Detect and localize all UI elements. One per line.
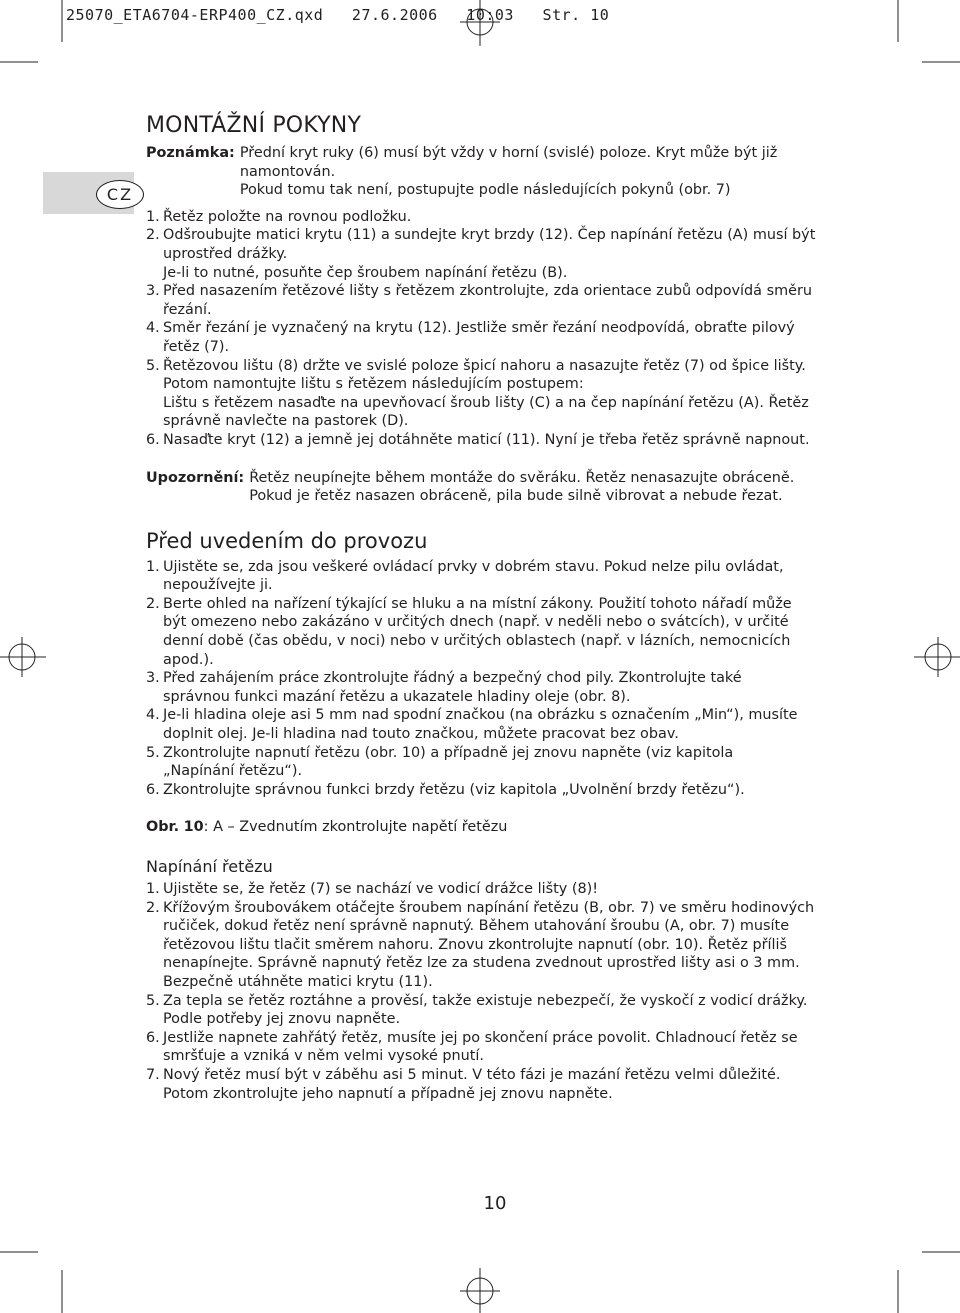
step-line: správně navlečte na pastorek (D). xyxy=(163,413,409,430)
step-line: Řetězovou lištu (8) držte ve svislé poloze špicí nahoru a nasazujte řetěz (7) od špice lišty. xyxy=(163,357,806,374)
step-line: nenapínejte. Správně napnutý řetěz lze za studena zvednout uprostřed lišty asi o 3 mm. xyxy=(163,955,800,972)
warning-line: Pokud je řetěz nasazen obráceně, pila bude silně vibrovat a nebude řezat. xyxy=(249,488,783,505)
step-line: Potom zkontrolujte jeho napnutí a případně jej znovu napněte. xyxy=(163,1085,613,1102)
step-line: řetěz (7). xyxy=(163,338,230,355)
list-item xyxy=(146,208,846,227)
step-line: Bezpečně utáhněte matici krytu (11). xyxy=(163,973,433,990)
step-line: správnou funkci mazání řetězu a ukazatele hladiny oleje (obr. 8). xyxy=(163,688,631,705)
step-line: být omezeno nebo zakázáno v určitých dnech (např. v neděli nebo o svátcích), v určité xyxy=(163,614,789,631)
mounting-note xyxy=(146,144,846,200)
tensioning-steps xyxy=(146,880,846,1103)
step-line: apod.). xyxy=(163,651,214,668)
list-item xyxy=(146,1029,846,1066)
step-number: 5. xyxy=(146,357,160,374)
mounting-title: MONTÁŽNÍ POKYNY xyxy=(146,113,362,138)
step-line: Potom namontujte lištu s řetězem následujícím postupem: xyxy=(163,376,584,393)
step-line: Za tepla se řetěz roztáhne a prověsí, takže existuje nebezpečí, že vyskočí z vodicí drážky. xyxy=(163,992,808,1009)
note-text xyxy=(240,144,777,200)
step-number: 3. xyxy=(146,670,160,687)
registration-mark-left xyxy=(0,637,46,677)
step-line: Je-li to nutné, posuňte čep šroubem napínání řetězu (B). xyxy=(163,264,568,281)
list-item xyxy=(146,706,846,743)
note-label: Poznámka xyxy=(146,145,230,161)
step-number: 2. xyxy=(146,595,160,612)
figure-caption xyxy=(146,818,846,837)
step-line: Berte ohled na nařízení týkající se hluku a na místní zákony. Použití tohoto nářadí může xyxy=(163,595,792,612)
step-number: 6. xyxy=(146,1029,160,1046)
mounting-steps xyxy=(146,208,846,450)
step-line: Podle potřeby jej znovu napněte. xyxy=(163,1011,401,1028)
step-line: nepoužívejte ji. xyxy=(163,577,273,594)
note-line: Přední kryt ruky (6) musí být vždy v horní (svislé) poloze. Kryt může být již xyxy=(239,145,778,161)
list-item xyxy=(146,880,846,899)
step-number: 3. xyxy=(146,283,160,300)
tensioning-title: Napínání řetězu xyxy=(146,857,273,876)
step-line: Směr řezání je vyznačený na krytu (12). Jestliže směr řezání neodpovídá, obraťte pilový xyxy=(163,320,795,337)
step-line: Ujistěte se, že řetěz (7) se nachází ve vodicí drážce lišty (8)! xyxy=(163,881,598,897)
step-number: 6. xyxy=(146,781,160,798)
step-line: Před zahájením práce zkontrolujte řádný a bezpečný chod pily. Zkontrolujte také xyxy=(163,670,742,687)
step-line: Odšroubujte matici krytu (11) a sundejte kryt brzdy (12). Čep napínání řetězu (A) musí být xyxy=(163,227,816,244)
list-item xyxy=(146,431,846,450)
step-line: Zkontrolujte napnutí řetězu (obr. 10) a případně jej znovu napněte (viz kapitola xyxy=(163,744,734,761)
step-line: denní době (čas obědu, v noci) nebo v určitých oblastech (např. v lázních, nemocnicích xyxy=(163,633,791,650)
list-item xyxy=(146,781,846,800)
step-line: Křížovým šroubovákem otáčejte šroubem napínání řetězu (B, obr. 7) ve směru hodinových xyxy=(163,899,815,916)
step-line: řetězovou lištu tlačit směrem nahoru. Znovu zkontrolujte napnutí (obr. 10). Řetěz příliš xyxy=(163,936,788,953)
note-colon: : xyxy=(229,145,235,161)
step-line: Jestliže napnete zahřátý řetěz, musíte jej po skončení práce povolit. Chladnoucí řetěz se xyxy=(163,1029,798,1046)
step-number: 4. xyxy=(146,707,160,724)
print-slug: 25070_ETA6704-ERP400_CZ.qxd 27.6.2006 10:03 Str. 10 xyxy=(66,6,610,24)
list-item xyxy=(146,1066,846,1103)
step-line: Před nasazením řetězové lišty s řetězem zkontrolujte, zda orientace zubů odpovídá směru xyxy=(163,283,812,300)
note-line: Pokud tomu tak není, postupujte podle následujících pokynů (obr. 7) xyxy=(239,182,731,199)
step-line: ručiček, dokud řetěz není správně napnutý. Během utahování šroubu (A, obr. 7) musíte xyxy=(163,918,790,935)
registration-mark-top xyxy=(460,0,500,46)
step-number: 1. xyxy=(146,208,160,225)
warning-label: Upozornění xyxy=(146,469,239,486)
step-number: 6. xyxy=(146,431,160,448)
step-line: řezání. xyxy=(163,301,212,318)
caption-number: 10 xyxy=(183,819,204,836)
caption-text: : A – Zvednutím zkontrolujte napětí řetězu xyxy=(203,819,508,836)
list-item xyxy=(146,992,846,1029)
list-item xyxy=(146,744,846,781)
before-use-steps xyxy=(146,558,846,800)
step-line: Lištu s řetězem nasaďte na upevňovací šroub lišty (C) a na čep napínání řetězu (A). Řetěz xyxy=(163,394,809,411)
warning-colon: : xyxy=(238,469,245,486)
step-number: 5. xyxy=(146,992,160,1009)
list-item xyxy=(146,357,846,431)
registration-mark-bottom xyxy=(460,1268,500,1313)
language-tab-label: CZ xyxy=(96,180,144,209)
step-line: smršťuje a vzniká v něm velmi vysoké pnutí. xyxy=(163,1048,484,1065)
step-number: 7. xyxy=(146,1066,160,1083)
list-item xyxy=(146,595,846,669)
step-number: 2. xyxy=(146,899,160,916)
list-item xyxy=(146,899,846,992)
list-item xyxy=(146,319,846,356)
page-content xyxy=(146,112,846,1103)
step-number: 5. xyxy=(146,744,160,761)
step-number: 1. xyxy=(146,558,160,575)
step-line: Nasaďte kryt (12) a jemně jej dotáhněte maticí (11). Nyní je třeba řetěz správně napnout. xyxy=(163,431,810,448)
list-item xyxy=(146,282,846,319)
warning-line: Řetěz neupínejte během montáže do svěráku. Řetěz nenasazujte obráceně. xyxy=(249,469,795,486)
step-line: uprostřed drážky. xyxy=(163,245,288,262)
step-line: Řetěz položte na rovnou podložku. xyxy=(163,208,412,225)
registration-mark-right xyxy=(914,637,960,677)
step-number: 2. xyxy=(146,227,160,244)
mounting-warning xyxy=(146,469,846,506)
before-use-title: Před uvedením do provozu xyxy=(146,528,428,553)
list-item xyxy=(146,669,846,706)
note-line: namontován. xyxy=(239,163,336,180)
step-line: Zkontrolujte správnou funkci brzdy řetězu (viz kapitola „Uvolnění brzdy řetězu“). xyxy=(163,781,745,798)
step-line: Nový řetěz musí být v záběhu asi 5 minut. V této fázi je mazání řetězu velmi důležité. xyxy=(163,1066,781,1083)
list-item xyxy=(146,226,846,282)
step-number: 1. xyxy=(146,881,160,897)
list-item xyxy=(146,558,846,595)
step-line: doplnit olej. Je-li hladina nad touto značkou, můžete pracovat bez obav. xyxy=(163,726,679,743)
step-number: 4. xyxy=(146,320,160,337)
step-line: „Napínání řetězu“). xyxy=(163,763,303,780)
page-number: 10 xyxy=(483,1193,507,1214)
step-line: Ujistěte se, zda jsou veškeré ovládací prvky v dobrém stavu. Pokud nelze pilu ovládat, xyxy=(163,558,784,575)
caption-label: Obr. xyxy=(146,819,180,836)
warning-text xyxy=(249,469,794,506)
step-line: Je-li hladina oleje asi 5 mm nad spodní značkou (na obrázku s označením „Min“), musíte xyxy=(163,707,798,724)
